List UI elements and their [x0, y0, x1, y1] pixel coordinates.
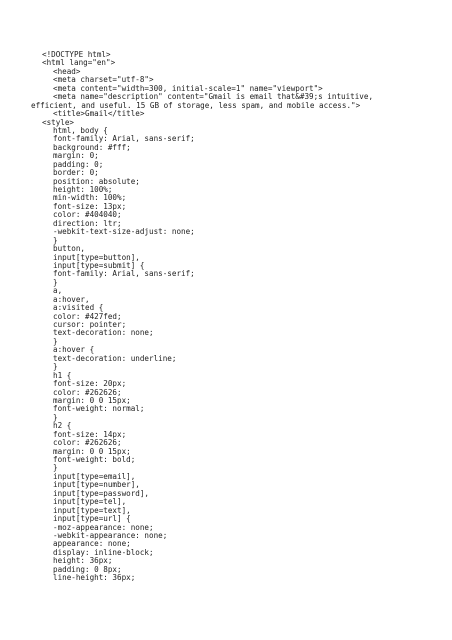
code-line: input[type=email], — [53, 471, 136, 481]
code-line: font-weight: bold; — [53, 455, 136, 464]
code-line: font-weight: normal; — [53, 404, 145, 414]
code-line: a:visited { — [53, 303, 104, 313]
code-line: font-size: 14px; — [53, 429, 127, 439]
code-line: input[type=password], — [53, 488, 150, 498]
code-line: -moz-appearance: none; — [53, 522, 154, 532]
code-line: } — [53, 235, 58, 245]
code-line: color: #262626; — [53, 438, 122, 448]
code-line: <title>Gmail</title> — [53, 109, 145, 119]
code-line: font-family: Arial, sans-serif; — [53, 269, 195, 279]
code-line: } — [53, 277, 58, 287]
code-line: <head> — [53, 66, 81, 76]
code-line: margin: 0 0 15px; — [53, 446, 131, 456]
code-line: min-width: 100%; — [53, 193, 127, 203]
code-line: -webkit-appearance: none; — [53, 530, 168, 540]
code-line: a:hover, — [53, 294, 90, 304]
code-line: height: 36px; — [53, 556, 113, 566]
code-line: text-decoration: none; — [53, 328, 154, 338]
code-line: cursor: pointer; — [53, 320, 127, 329]
code-line: margin: 0; — [53, 151, 99, 161]
code-line: direction: ltr; — [53, 218, 122, 228]
code-line: } — [53, 362, 58, 372]
code-line: font-size: 20px; — [53, 379, 127, 389]
code-line: } — [53, 463, 58, 473]
code-line: height: 100%; — [53, 185, 113, 194]
code-line: } — [53, 412, 58, 422]
code-line: input[type=tel], — [53, 497, 127, 507]
code-line: input[type=button], — [53, 252, 140, 262]
code-line: a:hover { — [53, 345, 95, 355]
source-code-listing — [31, 51, 421, 583]
code-line: font-size: 13px; — [53, 201, 127, 211]
code-line: <meta charset="utf-8"> — [53, 75, 154, 85]
code-line: input[type=submit] { — [53, 260, 145, 270]
code-line: <meta content="width=300, initial-scale=1" name="viewport"> — [53, 83, 323, 93]
code-line: padding: 0 8px; — [53, 564, 122, 574]
code-line: efficient, and useful. 15 GB of storage, less spam, and mobile access."> — [31, 100, 361, 110]
code-line: a, — [53, 286, 63, 296]
code-line: line-height: 36px; — [53, 573, 136, 583]
code-line: <style> — [42, 117, 75, 127]
code-line: font-family: Arial, sans-serif; — [53, 134, 195, 144]
code-line: input[type=url] { — [53, 514, 131, 524]
code-line: button, — [53, 244, 86, 254]
code-line: html, body { — [53, 125, 108, 135]
code-line: margin: 0 0 15px; — [53, 395, 131, 405]
code-line: text-decoration: underline; — [53, 353, 177, 363]
code-line: h2 { — [53, 421, 72, 431]
code-line: -webkit-text-size-adjust: none; — [53, 227, 195, 237]
code-line: display: inline-block; — [53, 547, 154, 557]
code-line: } — [53, 336, 58, 346]
code-line: color: #427fed; — [53, 311, 122, 321]
code-line: background: #fff; — [53, 142, 131, 152]
code-line: color: #404040; — [53, 210, 122, 220]
code-line: padding: 0; — [53, 159, 104, 169]
code-line: border: 0; — [53, 168, 99, 178]
code-line: <meta name="description" content="Gmail is email that&#39;s intuitive, — [53, 92, 374, 102]
code-line: h1 { — [53, 370, 72, 380]
code-line: position: absolute; — [53, 176, 140, 186]
code-line: appearance: none; — [53, 539, 131, 549]
code-line: <html lang="en"> — [42, 58, 116, 68]
code-line: input[type=number], — [53, 480, 140, 490]
code-line: <!DOCTYPE html> — [42, 50, 111, 59]
code-line: color: #262626; — [53, 387, 122, 397]
code-line: input[type=text], — [53, 505, 131, 515]
